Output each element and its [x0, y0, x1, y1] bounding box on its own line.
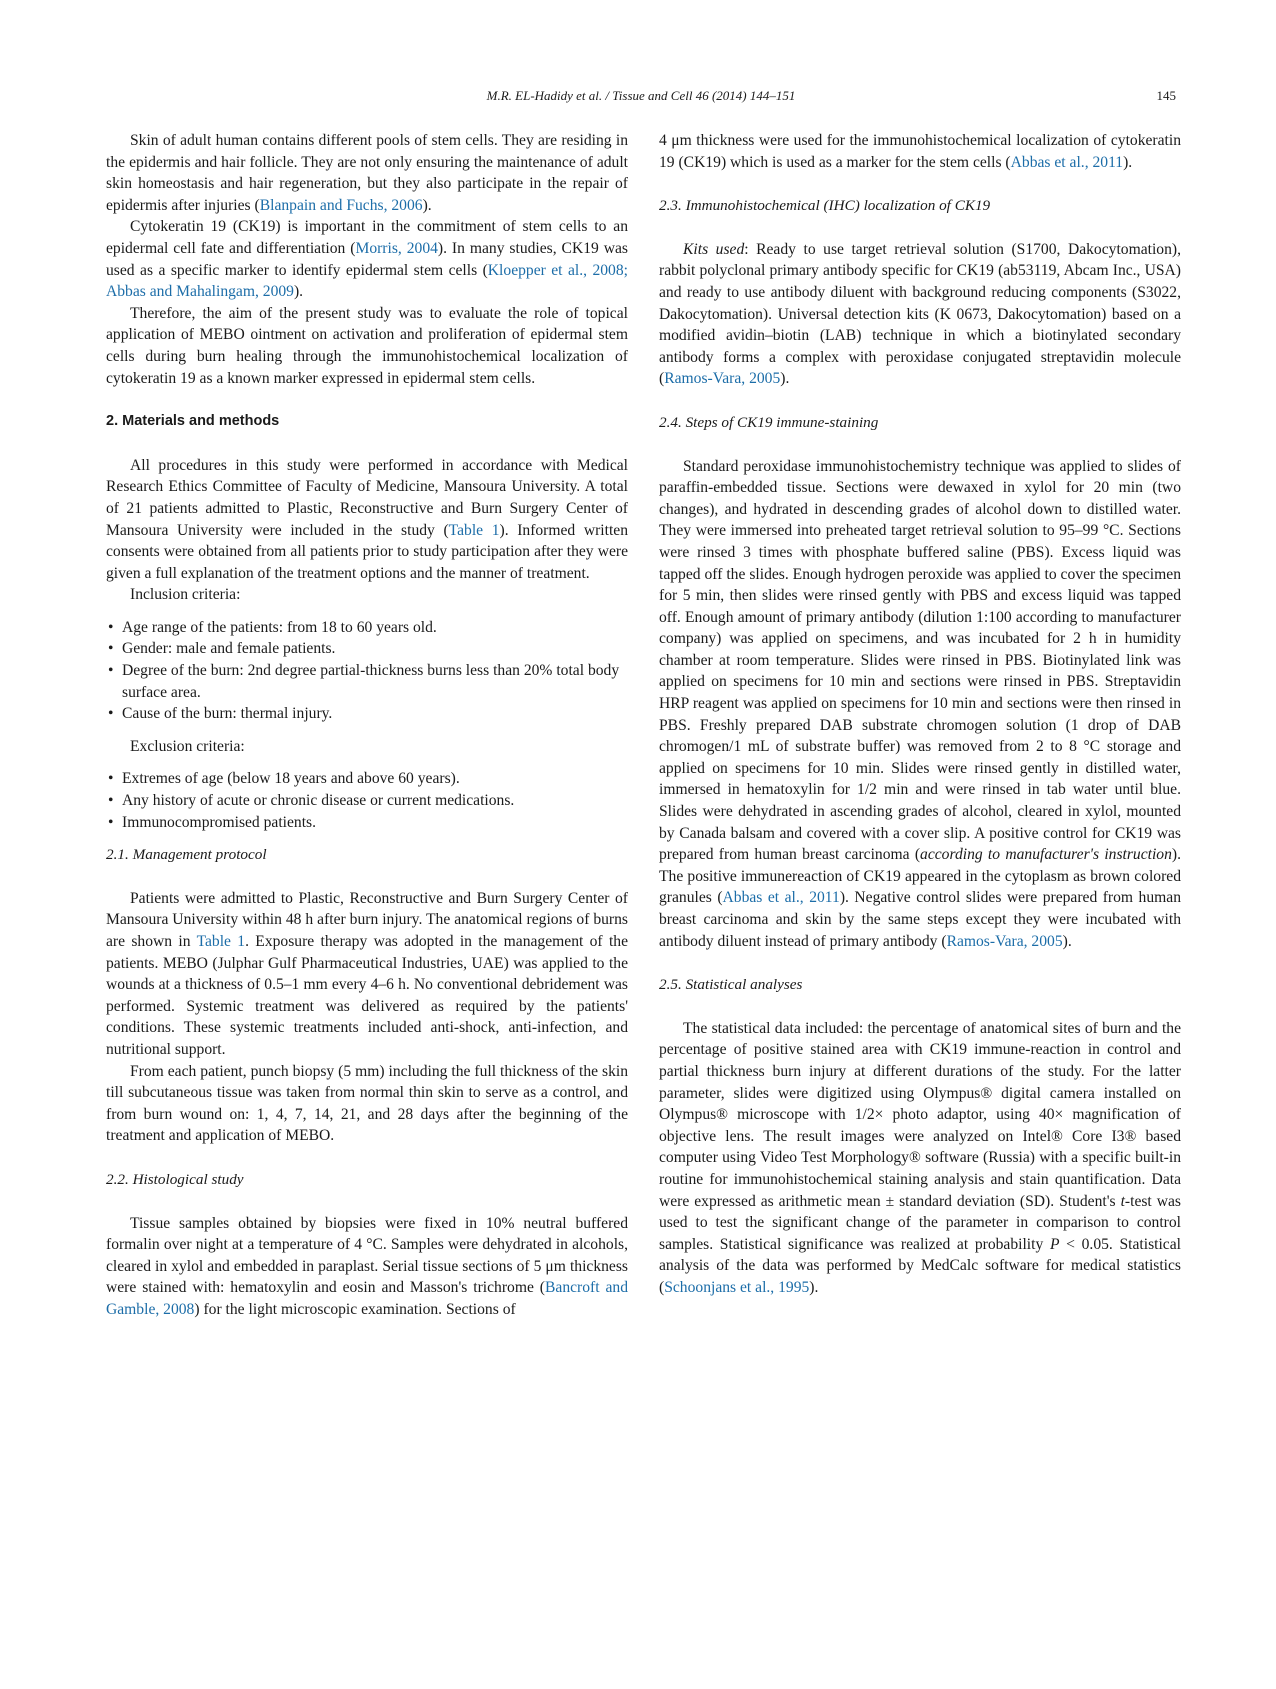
inclusion-list [106, 617, 628, 725]
list-item: • Immunocompromised patients. [106, 812, 628, 834]
citation-link[interactable]: Ramos-Vara, 2005 [946, 932, 1063, 950]
citation-link[interactable]: Kloepper et al., 2008; Abbas and Mahalingam, 2009 [106, 261, 628, 301]
section-heading-materials-methods: 2. Materials and methods [106, 413, 280, 430]
citation-link[interactable]: Morris, 2004 [355, 239, 438, 257]
management-paragraph-1: Patients were admitted to Plastic, Reconstructive and Burn Surgery Center of Mansoura University within 48 h after burn injury. The anatomical regions of burns are shown in Table 1. Exposure therapy was adopted in the management of the patients. MEBO (Julphar Gulf Pharmaceutical Industries, UAE) was applied to the wounds at a thickness of 0.5–1 mm every 4–6 h. No conventional debridement was performed. Systemic treatment was delivered as required by the patients' conditions. These systemic treatments included anti-shock, anti-infection, and nutritional support. [106, 889, 628, 1058]
intro-paragraph-1: Skin of adult human contains different pools of stem cells. They are residing in the epidermis and hair follicle. They are not only ensuring the maintenance of adult skin homeostasis and hair regeneration, but they also participate in the repair of epidermis after injuries (Blanpain and Fuchs, 2006). [106, 132, 628, 214]
staining-paragraph: Standard peroxidase immunohistochemistry technique was applied to slides of paraffin-embedded tissue. Sections were dewaxed in xylol for 20 min (two changes), and hydrated in descending grades of alcohol down to distilled water. They were immersed into preheated target retrieval solution to 95–99 °C. Sections were rinsed 3 times with phosphate buffered saline (PBS). Excess liquid was tapped off the slides. Enough hydrogen peroxide was applied to cover the specimen for 5 min, then slides were rinsed gently with PBS and excess liquid was tapped off. Enough amount of primary antibody (dilution 1:100 according to manufacturer company) was applied on specimens, and was incubated for 2 h in humidity chamber at room temperature. Slides were rinsed in PBS. Biotinylated link was applied on specimens for 10 min and sections were rinsed in PBS. Streptavidin HRP reagent was applied on specimens for 10 min and sections were then rinsed in PBS. Freshly prepared DAB substrate chromogen solution (1 drop of DAB chromogen/1 mL of substrate buffer) was removed from 2 to 8 °C storage and applied on specimens for 10 min. Slides were rinsed gently in distilled water, immersed in hematoxylin for 1/2 min and were rinsed in tab water until blue. Slides were dehydrated in ascending grades of alcohol, cleared in xylol, mounted by Canada balsam and covered with a cover slip. A positive control for CK19 was prepared from human breast carcinoma (according to manufacturer's instruction). The positive immunereaction of CK19 appeared in the cytoplasm as brown colored granules (Abbas et al., 2011). Negative control slides were prepared from human breast carcinoma and skin by the same steps except they were incubated with antibody diluent instead of primary antibody (Ramos-Vara, 2005). [659, 457, 1182, 950]
citation-link[interactable]: Ramos-Vara, 2005 [664, 370, 781, 388]
exclusion-list [106, 768, 628, 833]
list-item: • Degree of the burn: 2nd degree partial-thickness burns less than 20% total body surface area. [106, 660, 628, 703]
table-link[interactable]: Table 1 [196, 933, 246, 950]
management-paragraph-2: From each patient, punch biopsy (5 mm) including the full thickness of the skin till subcutaneous tissue was taken from normal thin skin to serve as a control, and from burn wound on: 1, 4, 7, 14, 21, and 28 days after the beginning of the treatment and application of MEBO. [106, 1062, 628, 1145]
subsection-heading-staining: 2.4. Steps of CK19 immune-staining [659, 413, 879, 431]
continued-paragraph: 4 μm thickness were used for the immunohistochemical localization of cytokeratin 19 (CK19) which is used as a marker for the stem cells (Abbas et al., 2011). [659, 132, 1181, 171]
ihc-paragraph: Kits used: Ready to use target retrieval solution (S1700, Dakocytomation), rabbit polyclonal primary antibody specific for CK19 (ab53119, Abcam Inc., USA) and ready to use antibody diluent with background reducing components (S3022, Dakocytomation). Universal detection kits (K 0673, Dakocytomation) based on a modified avidin–biotin (LAB) technique in which a biotinylated secondary antibody forms a complex with peroxidase conjugated streptavidin molecule (Ramos-Vara, 2005). [659, 240, 1181, 388]
list-item: • Age range of the patients: from 18 to 60 years old. [106, 617, 628, 639]
list-item: • Cause of the burn: thermal injury. [106, 703, 628, 725]
table-link[interactable]: Table 1 [448, 521, 500, 539]
statistics-paragraph: The statistical data included: the percentage of anatomical sites of burn and the percentage of positive stained area with CK19 immune-reaction in control and partial thickness burn injury at different durations of the study. For the latter parameter, slides were digitized using Olympus® digital camera installed on Olympus® microscope with 1/2× photo adaptor, using 40× magnification of objective lens. The result images were analyzed on Intel® Core I3® based computer using Video Test Morphology® software (Russia) with a specific built-in routine for immunohistochemical staining analysis and stain quantification. Data were expressed as arithmetic mean ± standard deviation (SD). Student's t-test was used to test the significant change of the parameter in comparison to control samples. Statistical significance was realized at probability P < 0.05. Statistical analysis of the data was performed by MedCalc software for medical statistics (Schoonjans et al., 1995). [659, 1019, 1181, 1296]
subsection-heading-statistics: 2.5. Statistical analyses [659, 976, 803, 994]
list-item: • Gender: male and female patients. [106, 638, 628, 660]
citation-link[interactable]: Schoonjans et al., 1995 [664, 1278, 810, 1296]
intro-paragraph-2: Cytokeratin 19 (CK19) is important in the commitment of stem cells to an epidermal cell fate and differentiation (Morris, 2004). In many studies, CK19 was used as a specific marker to identify epidermal stem cells (Kloepper et al., 2008; Abbas and Mahalingam, 2009). [106, 218, 628, 301]
page-number: 145 [1156, 88, 1176, 103]
subsection-heading-management: 2.1. Management protocol [106, 846, 267, 864]
right-column [659, 130, 1181, 1299]
list-item: • Extremes of age (below 18 years and above 60 years). [106, 768, 628, 790]
citation-link[interactable]: Abbas et al., 2011 [722, 889, 840, 907]
left-column [106, 130, 628, 1321]
citation-link[interactable]: Blanpain and Fuchs, 2006 [259, 196, 423, 214]
inclusion-label: Inclusion criteria: [130, 586, 241, 604]
exclusion-label: Exclusion criteria: [130, 737, 245, 755]
subsection-heading-histological: 2.2. Histological study [106, 1170, 244, 1188]
citation-link[interactable]: Bancroft and Gamble, 2008 [106, 1279, 628, 1318]
histological-paragraph: Tissue samples obtained by biopsies were fixed in 10% neutral buffered formalin over night at a temperature of 4 °C. Samples were dehydrated in alcohols, cleared in xylol and embedded in paraplast. Serial tissue sections of 5 μm thickness were stained with: hematoxylin and eosin and Masson's trichrome (Bancroft and Gamble, 2008) for the light microscopic examination. Sections of [106, 1214, 628, 1318]
running-title: M.R. EL-Hadidy et al. / Tissue and Cell 46 (2014) 144–151 [486, 88, 796, 103]
intro-paragraph-3: Therefore, the aim of the present study was to evaluate the role of topical application of MEBO ointment on activation and proliferation of epidermal stem cells during burn healing through the immunohistochemical localization of cytokeratin 19 as a known marker expressed in epidermal stem cells. [106, 304, 628, 387]
methods-paragraph: All procedures in this study were performed in accordance with Medical Research Ethics Committee of Faculty of Medicine, Mansoura University. A total of 21 patients admitted to Plastic, Reconstructive and Burn Surgery Center of Mansoura University were included in the study (Table 1). Informed written consents were obtained from all patients prior to study participation after they were given a full explanation of the treatment options and the manner of treatment. [106, 456, 629, 582]
citation-link[interactable]: Abbas et al., 2011 [1010, 153, 1124, 171]
subsection-heading-ihc: 2.3. Immunohistochemical (IHC) localization of CK19 [659, 197, 991, 215]
list-item: • Any history of acute or chronic disease or current medications. [106, 790, 628, 812]
running-header [106, 88, 1176, 112]
